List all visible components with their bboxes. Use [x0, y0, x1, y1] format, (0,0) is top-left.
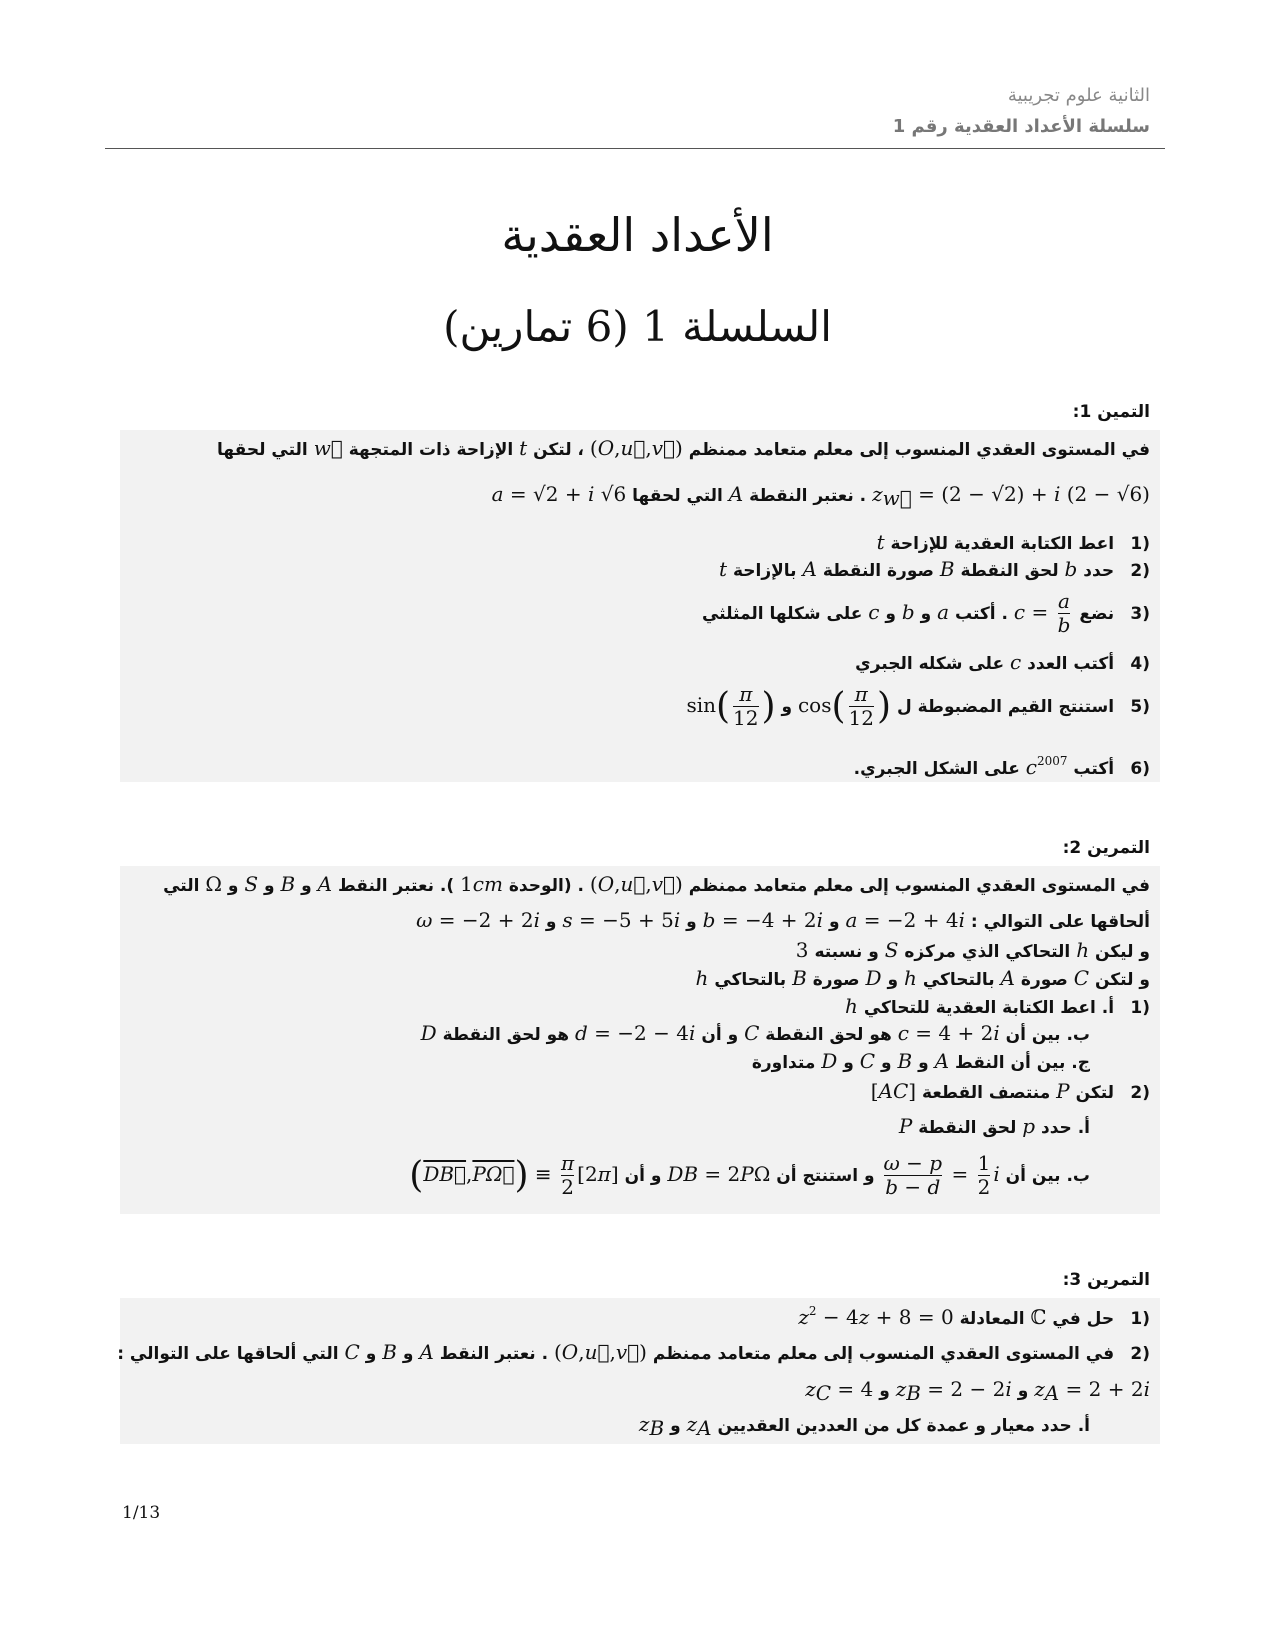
- exercise-2-label: التمرين 2:: [1062, 838, 1150, 858]
- ex3-item-2: (2 في المستوى العقدي المنسوب إلى معلم متعامد ممنظم (O,u⃗,v⃗) . نعتبر النقط A و B و C التي ألحاقها على التوالي :: [117, 1340, 1150, 1364]
- ex2-item-2: (2 لتكن P منتصف القطعة [AC]: [870, 1079, 1150, 1103]
- ex2-item-1b: ب. بين أن c = 4 + 2i هو لحق النقطة C و أن d = −2 − 4i هو لحق النقطة D: [420, 1021, 1090, 1045]
- ex3-item-2-values: $z_A = 2 + 2i$ و $z_B = 2 - 2i$ و $z_C = 4$: [805, 1377, 1150, 1405]
- exercise-1-label: التمين 1:: [1072, 402, 1150, 422]
- ex1-item-1: (1 اعط الكتابة العقدية للإزاحة t: [876, 530, 1150, 554]
- ex1-item-6: (6 أكتب $c^{2007}$ على الشكل الجبري.: [853, 754, 1150, 779]
- ex2-item-2b: ب. بين أن $\frac{\omega - p}{b - d}$ = $\frac{1}{2}$ i و استنتج أن DB = 2PΩ و أن (DB⃗,PΩ⃗) ≡ $\frac{\pi}{2}$ [2π]: [409, 1151, 1090, 1199]
- exercise-3-label: التمرين 3:: [1062, 1270, 1150, 1290]
- ex1-item-3: (3 نضع c = $\frac{a}{b}$ . أكتب a و b و c على شكلها المثلثي: [701, 589, 1150, 637]
- ex1-item-2: (2 حدد b لحق النقطة B صورة النقطة A بالإزاحة t: [718, 557, 1150, 581]
- page-number: 1/13: [122, 1503, 161, 1523]
- ex2-line-2: ألحاقها على التوالي : a = −2 + 4i و b = −4 + 2i و s = −5 + 5i و ω = −2 + 2i: [416, 908, 1150, 932]
- ex2-line-4: و لتكن C صورة A بالتحاكي h و D صورة B بالتحاكي h: [695, 966, 1150, 990]
- ex2-line-3: و ليكن h التحاكي الذي مركزه S و نسبته 3: [795, 938, 1150, 962]
- ex1-item-5: (5 استنتج القيم المضبوطة ل cos( $\frac{\pi}{12}$ ) و sin( $\frac{\pi}{12}$ ): [686, 682, 1150, 730]
- ex2-item-1a: (1 أ. اعط الكتابة العقدية للتحاكي h: [845, 994, 1150, 1018]
- header-divider: [105, 148, 1165, 149]
- ex3-item-2a: أ. حدد معيار و عمدة كل من العددين العقديين $z_A$ و $z_B$: [638, 1412, 1090, 1440]
- ex2-item-2a: أ. حدد p لحق النقطة P: [898, 1114, 1090, 1138]
- header-level: الثانية علوم تجريبية: [1007, 85, 1150, 106]
- ex2-line-1: في المستوى العقدي المنسوب إلى معلم متعامد ممنظم (O,u⃗,v⃗) . (الوحدة 1cm ). نعتبر النقط A و B و S و Ω التي: [163, 872, 1150, 896]
- ex1-item-4: (4 أكتب العدد c على شكله الجبري: [855, 650, 1150, 674]
- page-title: الأعداد العقدية: [501, 208, 774, 262]
- ex1-intro-line2: $z_{w⃗} = (2 - √2) + i$ (2 − √6) . نعتبر النقطة A التي لحقها a = √2 + i √6: [491, 482, 1150, 510]
- ex1-intro-line1: في المستوى العقدي المنسوب إلى معلم متعامد ممنظم (O,u⃗,v⃗) ، لتكن t الإزاحة ذات المتجهة w⃗ التي لحقها: [217, 436, 1150, 460]
- header-series: سلسلة الأعداد العقدية رقم 1: [892, 116, 1150, 137]
- ex2-item-1c: ج. بين أن النقط A و B و C و D متداورة: [751, 1049, 1090, 1073]
- page-subtitle: السلسلة 1 (6 تمارين): [443, 302, 832, 351]
- ex3-item-1: (1 حل في ℂ المعادلة $z^2 - 4z + 8 = 0$: [798, 1304, 1150, 1329]
